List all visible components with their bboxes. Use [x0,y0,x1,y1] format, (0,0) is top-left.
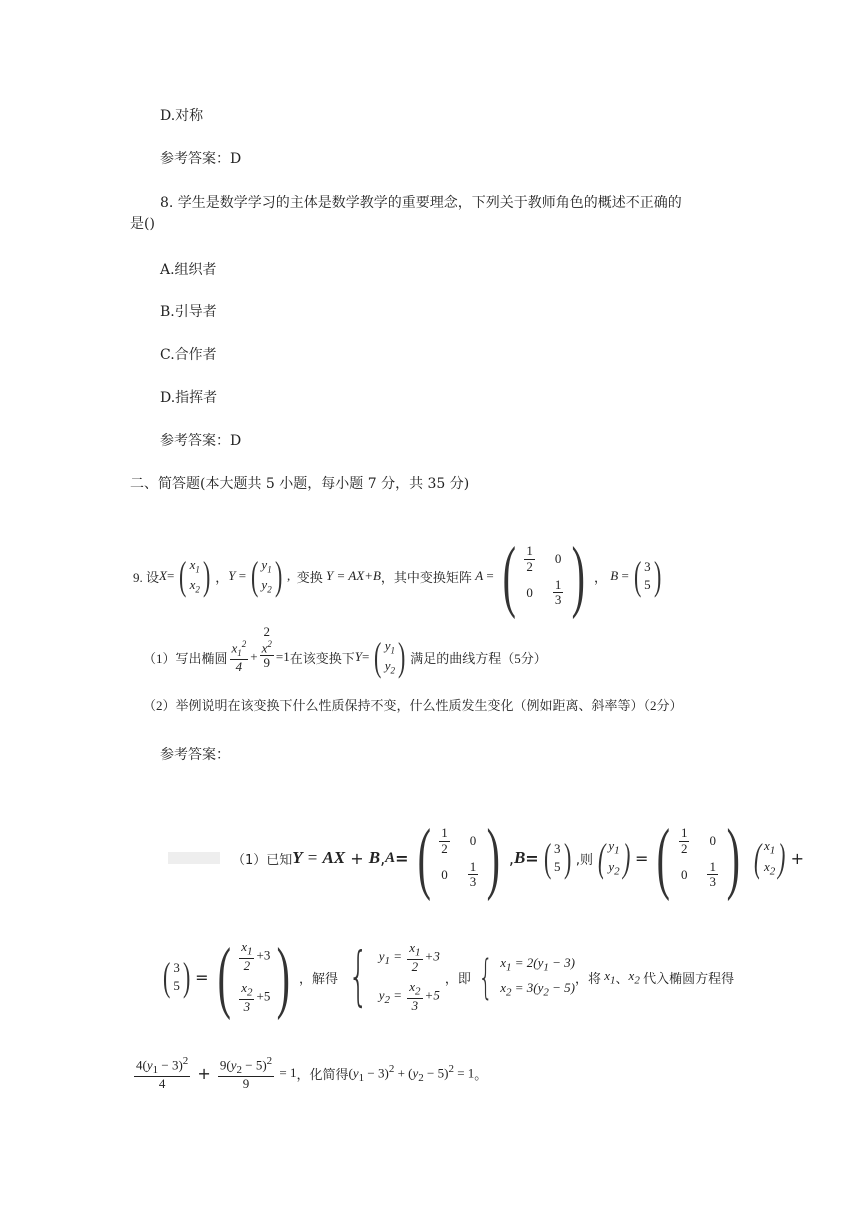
a-var: A [475,568,484,583]
question-8-stem-cont: 是() [130,216,155,232]
answer-line-7: 参考答案：D [160,151,242,167]
option-a: A.组织者 [160,262,217,278]
ie-text: ，即 [444,971,471,987]
solve-text: ，解得 [298,971,338,987]
matrix-a: ( $\frac{1}{2}$ 0 0 $\frac{1}{3}$ ) [502,532,586,620]
answer-matrix-35: ( 3 5 ) [162,954,191,999]
simplify-text: ，化简得 [296,1067,349,1083]
answer-label-9: 参考答案： [160,747,230,763]
end-mark: 。 [474,1067,488,1083]
option-c: C.合作者 [160,347,217,363]
x-var: X [159,568,167,583]
b-var: B [610,568,619,583]
answer-matrix-y: ( $y_1$ $y_2$ ) [597,835,630,880]
answer-matrix-b: ( 3 5 ) [543,835,571,880]
substitute-text: ，将 [574,971,601,987]
answer-step-2: ( 3 5 ) = ( $\frac{x_1}{2}$ +3 $\frac{x_2}{3}$ +5 ) ，解得 { $y_1$ = $\frac{x_1}{2}$ +3 $y_2$ = $\frac{x_2}{3}$ +5 ，即 { $x_1 = 2(y_1 - 3)$ $x_2 = 3(y_2 - 5)$ ，将 $x_1$ 、 $x_2$ 代入椭圆方程得 [158,927,734,1027]
question-9-part-1: （1）写出椭圆 $\frac{x_1^2}{4}$ + 2 $x^2$ 9 =1 在该变换下 Y = ( $y_1$ $y_2$ ) 满足的曲线方程（5分） [143,624,547,679]
answer-line-8: 参考答案：D [160,433,242,449]
section-heading: 二、简答题(本大题共 5 小题，每小题 7 分，共 35 分) [130,476,470,492]
matrix-y-2: ( $y_1$ $y_2$ ) [374,634,406,679]
answer-step-3: $\frac{4(y_1 - 3)^2}{4}$ + $\frac{9(y_2 - 5)^2}{9}$ = 1 ，化简得 $(y_1 - 3)^2 + (y_2 - 5)^2 = 1$ 。 [136,1054,488,1091]
answer-matrix-a: ( $\frac{1}{2}$ 0 0 $\frac{1}{3}$ ) [417,814,501,902]
transform-equation: Y = AX+B [326,568,381,583]
then-text: ,则 [575,852,593,868]
q9-sub1-mid: 在该变换下 [289,650,355,666]
option-d: D.指挥者 [160,390,218,406]
q9-prefix: 9. 设 [133,569,160,585]
question-9-stem: 9. 设 X = ( $x_1$ $x_2$ ) ， Y = ( $y_1$ $y_2$ ) , 变换 Y = AX+B ，其中变换矩阵 A = ( $\frac{1}{2}$ 0 0 $\frac{1}{3}$ ) ， B = ( 3 5 ) [133,538,666,614]
and-mark: 、 [615,971,629,987]
system-2: $x_1 = 2(y_1 - 3)$ $x_2 = 3(y_2 - 5)$ [500,955,575,999]
substitute-text-2: 代入椭圆方程得 [643,971,735,987]
answer-matrix-a-2: ( $\frac{1}{2}$ 0 0 $\frac{1}{3}$ ) [657,814,740,902]
y-var: Y [228,568,236,583]
where-text: ，其中变换矩阵 [380,569,472,585]
matrix-y: ( $y_1$ $y_2$ ) [251,553,283,598]
answer-matrix-x: ( $x_1$ $x_2$ ) [753,835,786,880]
question-8-stem: 8. 学生是数学学习的主体是数学教学的重要理念，下列关于教师角色的概述不正确的 [160,195,682,211]
option-b: B.引导者 [160,304,217,320]
matrix-x: ( $x_1$ $x_2$ ) [179,553,211,598]
redacted-block [168,852,220,864]
matrix-b: ( 3 5 ) [633,553,661,598]
transform-text: 变换 [296,569,323,585]
comma: ， [215,569,229,585]
system-1: $y_1$ = $\frac{x_1}{2}$ +3 $y_2$ = $\frac{x_2}{3}$ +5 [378,940,440,1013]
q9-sub1-prefix: （1）写出椭圆 [143,650,228,666]
option-d-symmetry: D.对称 [160,108,204,124]
q9-sub1-suffix: 满足的曲线方程（5分） [410,650,547,666]
answer-prefix: （1）已知 [232,852,293,868]
answer-matrix-col: ( $\frac{x_1}{2}$ +3 $\frac{x_2}{3}$ +5 ) [217,933,291,1021]
answer-step-1: （1）已知 Y = AX + B , A = ( $\frac{1}{2}$ 0 0 $\frac{1}{3}$ ) , B = ( 3 5 ) ,则 ( $y_1$ $y_2$ ) = ( $\frac{1}{2}$ 0 0 $\frac{1}{3}$ ) ( $x_1$ $x_2$ ) + [168,810,804,906]
question-9-part-2: （2）举例说明在该变换下什么性质保持不变，什么性质发生变化（例如距离、斜率等）（2分） [143,698,683,713]
